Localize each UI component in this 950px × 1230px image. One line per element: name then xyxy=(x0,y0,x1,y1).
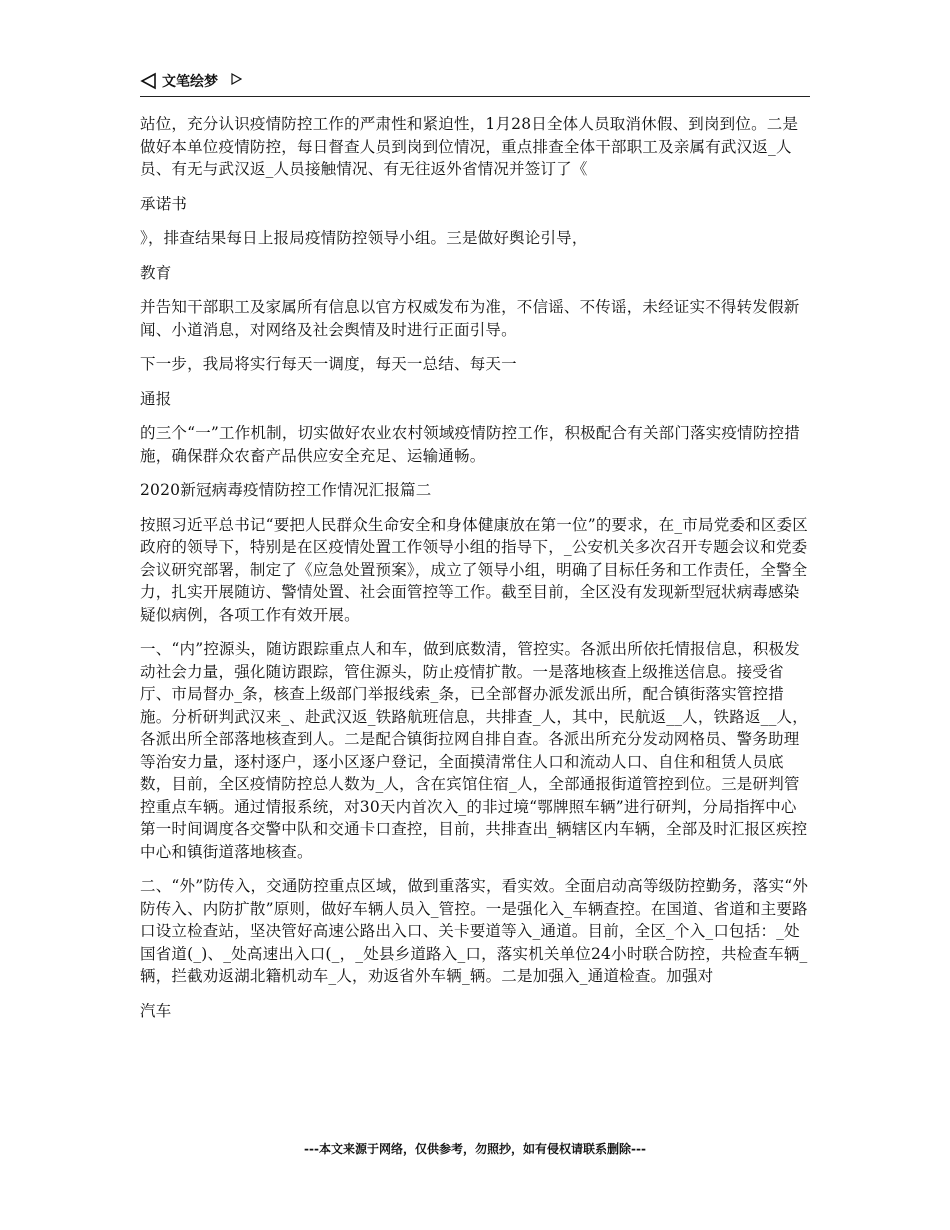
paragraph: 承诺书 xyxy=(140,194,188,213)
paragraph: 下一步，我局将实行每天一调度，每天一总结、每天一 xyxy=(140,355,517,373)
triangle-right-icon xyxy=(230,73,242,85)
paragraph: 汽车 xyxy=(140,1001,172,1020)
paragraph: 按照习近平总书记“要把人民群众生命安全和身体健康放在第一位”的要求，在_市局党委和区委区政府的领导下，特别是在区疫情处置工作领导小组的指导下，_公安机关多次召开专题会议和党委会议研究部署，制定了《应急处置预案》，成立了领导小组，明确了目标任务和工作责任，全警全力，扎实开展随访、警情处置、社会面管控等工作。截至目前，全区没有发现新型冠状病毒感染疑似病例，各项工作有效开展。 xyxy=(140,515,808,624)
paragraph: 站位，充分认识疫情防控工作的严肃性和紧迫性，1月28日全体人员取消休假、到岗到位。二是做好本单位疫情防控，每日督查人员到岗到位情况，重点排查全体干部职工及亲属有武汉返_人员、有无与武汉返_人员接触情况、有无往返外省情况并签订了《 xyxy=(140,115,799,178)
section-heading: 2020新冠病毒疫情防控工作情况汇报篇二 xyxy=(140,481,432,499)
brand-name: 文笔绘梦 xyxy=(162,74,218,90)
document-body xyxy=(140,113,812,1034)
paragraph: 的三个“一”工作机制，切实做好农业农村领域疫情防控工作，积极配合有关部门落实疫情防控措施，确保群众农畜产品供应安全充足、运输通畅。 xyxy=(140,424,800,465)
paragraph: 并告知干部职工及家属所有信息以官方权威发布为准，不信谣、不传谣，未经证实不得转发假新闻、小道消息，对网络及社会舆情及时进行正面引导。 xyxy=(140,298,800,339)
page-header xyxy=(140,70,810,97)
paragraph: 》，排查结果每日上报局疫情防控领导小组。三是做好舆论引导， xyxy=(140,229,588,247)
footer-notice: ---本文来源于网络，仅供参考，勿照抄，如有侵权请联系删除--- xyxy=(304,1142,646,1156)
paragraph: 一、“内”控源头，随访跟踪重点人和车，做到底数清，管控实。各派出所依托情报信息，积极发动社会力量，强化随访跟踪，管住源头，防止疫情扩散。一是落地核查上级推送信息。接受省厅、市局督办_条，核查上级部门举报线索_条，已全部督办派发派出所，配合镇街落实管控措施。分析研判武汉来_、赴武汉返_铁路航班信息，共排查_人，其中，民航返__人，铁路返__人，各派出所全部落地核查到人。二是配合镇街拉网自排自查。各派出所充分发动网格员、警务助理等治安力量，逐村逐户，逐小区逐户登记，全面摸清常住人口和流动人口、自住和租赁人员底数，目前，全区疫情防控总人数为_人，含在宾馆住宿_人，全部通报街道管控到位。三是研判管控重点车辆。通过情报系统，对30天内首次入_的非过境“鄂牌照车辆”进行研判，分局指挥中心第一时间调度各交警中队和交通卡口查控，目前，共排查出_辆辖区内车辆，全部及时汇报区疾控中心和镇街道落地核查。 xyxy=(140,640,808,861)
paragraph: 教育 xyxy=(140,263,172,282)
triangle-left-icon xyxy=(140,72,158,90)
paragraph: 二、“外”防传入，交通防控重点区域，做到重落实，看实效。全面启动高等级防控勤务，落实“外防传入、内防扩散”原则，做好车辆人员入_管控。一是强化入_车辆查控。在国道、省道和主要路口设立检查站，坚决管好高速公路出入口、关卡要道等入_通道。目前，全区_个入_口包括：_处国省道(_)、_处高速出入口(_，_处县乡道路入_口，落实机关单位24小时联合防控，共检查车辆_辆，拦截劝返湖北籍机动车_人，劝返省外车辆_辆。二是加强入_通道检查。加强对 xyxy=(140,877,809,985)
paragraph: 通报 xyxy=(140,389,172,408)
